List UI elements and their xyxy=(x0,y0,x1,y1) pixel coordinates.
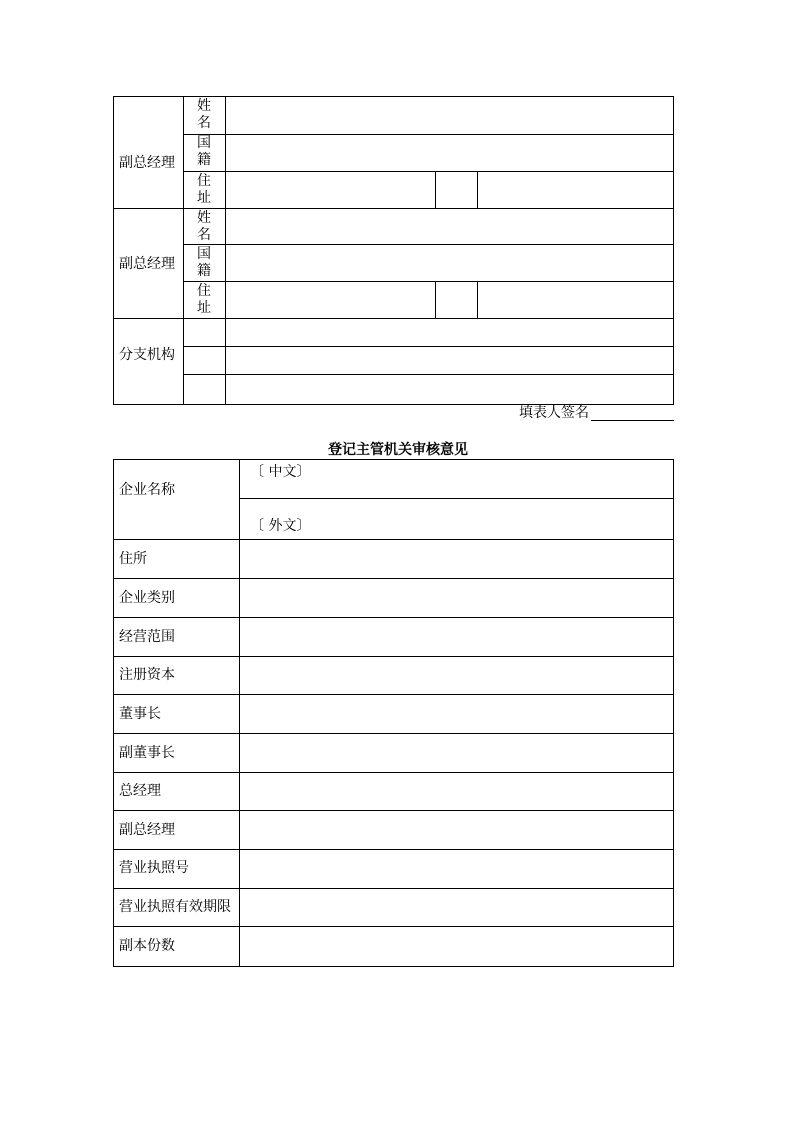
field-label-nationality: 国籍 xyxy=(197,246,211,279)
divider xyxy=(113,656,674,657)
divider xyxy=(183,134,674,135)
review-title: 登记主管机关审核意见 xyxy=(328,442,468,458)
divider xyxy=(113,888,674,889)
divider xyxy=(477,171,478,208)
row-label-copy-count: 副本份数 xyxy=(119,938,175,954)
row-label-general-manager: 总经理 xyxy=(119,783,161,799)
divider xyxy=(183,281,674,282)
field-label-address: 住址 xyxy=(197,173,211,206)
divider xyxy=(183,171,674,172)
row-label-license-validity: 营业执照有效期限 xyxy=(119,899,231,915)
divider xyxy=(239,498,674,499)
row-label-business-scope: 经营范围 xyxy=(119,629,175,645)
divider xyxy=(113,617,674,618)
divider xyxy=(113,578,674,579)
signature-line[interactable] xyxy=(591,420,674,421)
divider xyxy=(113,926,674,927)
group-label-deputy-gm: 副总经理 xyxy=(119,256,175,272)
divider xyxy=(113,208,674,209)
divider xyxy=(239,459,240,967)
divider xyxy=(113,772,674,773)
company-name-cn: 〔 中文〕 xyxy=(250,464,311,480)
divider xyxy=(113,694,674,695)
review-table xyxy=(113,459,674,967)
row-label-vice-chairman: 副董事长 xyxy=(119,745,175,761)
row-label-registered-capital: 注册资本 xyxy=(119,667,175,683)
row-label-license-number: 营业执照号 xyxy=(119,860,189,876)
field-label-name: 姓名 xyxy=(197,98,211,131)
company-name-label: 企业名称 xyxy=(119,482,175,498)
field-label-nationality: 国籍 xyxy=(197,135,211,168)
divider xyxy=(113,318,674,319)
divider xyxy=(183,244,674,245)
row-label-enterprise-type: 企业类别 xyxy=(119,590,175,606)
company-name-foreign: 〔 外文〕 xyxy=(250,518,311,534)
divider xyxy=(225,96,226,405)
divider xyxy=(113,539,674,540)
divider xyxy=(183,346,674,347)
branch-label: 分支机构 xyxy=(119,347,175,363)
field-label-address: 住址 xyxy=(197,283,211,316)
divider xyxy=(435,171,436,208)
group-label-deputy-gm: 副总经理 xyxy=(119,155,175,171)
divider xyxy=(183,96,184,405)
signature-label: 填表人签名 xyxy=(519,405,589,421)
row-label-chairman: 董事长 xyxy=(119,706,161,722)
divider xyxy=(113,849,674,850)
row-label-deputy-gm: 副总经理 xyxy=(119,822,175,838)
field-label-name: 姓名 xyxy=(197,210,211,243)
row-label-address: 住所 xyxy=(119,551,147,567)
divider xyxy=(477,281,478,318)
divider xyxy=(113,733,674,734)
divider xyxy=(113,810,674,811)
divider xyxy=(183,374,674,375)
divider xyxy=(435,281,436,318)
